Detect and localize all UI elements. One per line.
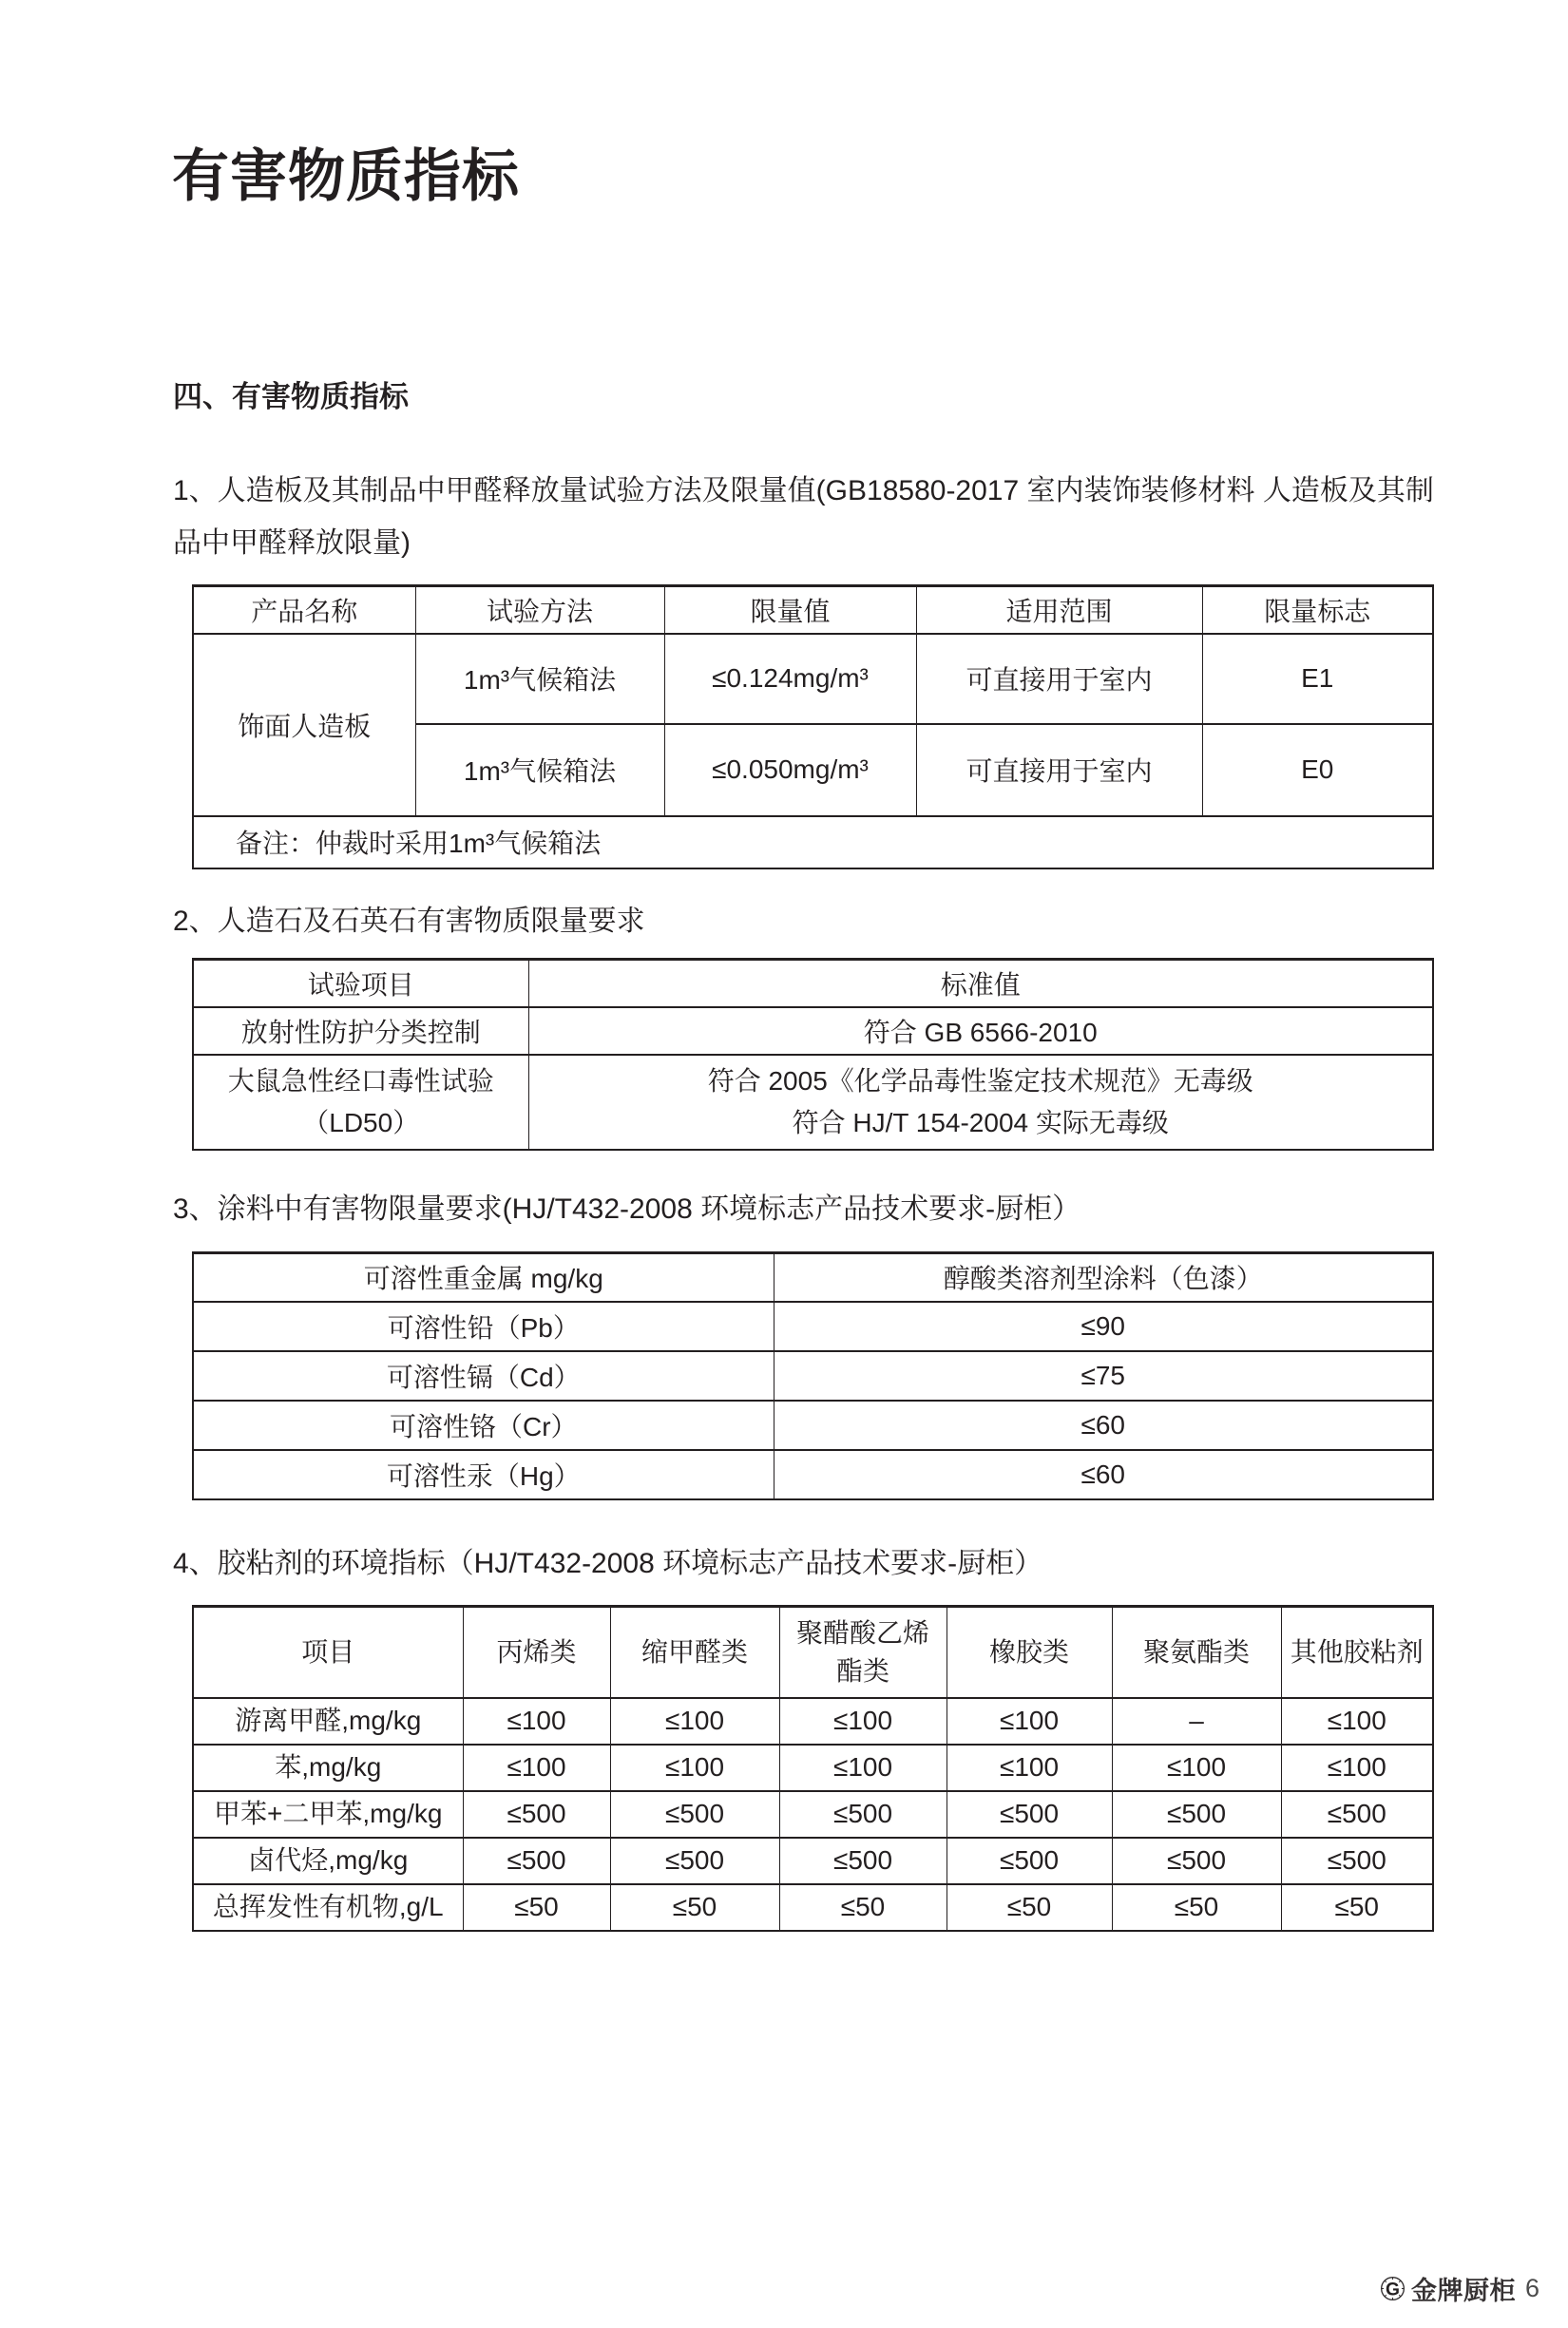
cell-value: ≤500 bbox=[463, 1838, 610, 1884]
cell-limit: ≤0.050mg/m³ bbox=[664, 724, 916, 816]
cell-value: ≤500 bbox=[463, 1791, 610, 1838]
cell-mark: E0 bbox=[1202, 724, 1433, 816]
subsection-heading-3: 3、涂料中有害物限量要求(HJ/T432-2008 环境标志产品技术要求-厨柜） bbox=[173, 1193, 1081, 1225]
cell-line: 符合 2005《化学品毒性鉴定技术规范》无毒级 bbox=[707, 1065, 1253, 1096]
cell-value: – bbox=[1112, 1698, 1281, 1745]
table-note: 备注：仲裁时采用1m³气候箱法 bbox=[193, 816, 1433, 868]
column-header-mark: 限量标志 bbox=[1202, 586, 1433, 634]
subsection-heading-1: 1、人造板及其制品中甲醛释放量试验方法及限量值(GB18580-2017 室内装饰装修材料 人造板及其制品中甲醛释放限量) bbox=[173, 475, 1434, 559]
table-row bbox=[193, 1351, 1433, 1401]
cell-line: 大鼠急性经口毒性试验 bbox=[227, 1065, 494, 1096]
cell-item: 甲苯+二甲苯,mg/kg bbox=[193, 1791, 463, 1838]
cell-metal: 可溶性铅（Pb） bbox=[193, 1302, 774, 1351]
cell-method: 1m³气候箱法 bbox=[415, 724, 664, 816]
cell-value: ≤50 bbox=[463, 1884, 610, 1931]
cell-limit: ≤90 bbox=[774, 1302, 1433, 1351]
table-row bbox=[193, 1302, 1433, 1351]
column-header-method: 试验方法 bbox=[415, 586, 664, 634]
cell-scope: 可直接用于室内 bbox=[916, 724, 1202, 816]
cell-test-item bbox=[193, 1055, 528, 1150]
brand-name: 金牌厨柜 bbox=[1411, 2277, 1516, 2305]
cell-item: 苯,mg/kg bbox=[193, 1745, 463, 1791]
subsection-heading-4: 4、胶粘剂的环境指标（HJ/T432-2008 环境标志产品技术要求-厨柜） bbox=[173, 1548, 1043, 1579]
cell-value: ≤100 bbox=[1281, 1698, 1433, 1745]
column-header-item: 项目 bbox=[193, 1607, 463, 1698]
table-row bbox=[193, 1791, 1433, 1838]
cell-line: 符合 HJ/T 154-2004 实际无毒级 bbox=[792, 1107, 1169, 1137]
table-row bbox=[193, 1884, 1433, 1931]
cell-value: ≤500 bbox=[610, 1838, 779, 1884]
table-row bbox=[193, 1007, 1433, 1055]
cell-value: ≤500 bbox=[779, 1791, 947, 1838]
cell-value: ≤500 bbox=[610, 1791, 779, 1838]
cell-value: ≤100 bbox=[610, 1698, 779, 1745]
cell-standard-value bbox=[528, 1055, 1433, 1150]
cell-value: ≤500 bbox=[1281, 1838, 1433, 1884]
cell-value: ≤50 bbox=[1112, 1884, 1281, 1931]
cell-value: ≤100 bbox=[779, 1745, 947, 1791]
cell-value: ≤100 bbox=[1112, 1745, 1281, 1791]
column-header-scope: 适用范围 bbox=[916, 586, 1202, 634]
table-row bbox=[193, 1745, 1433, 1791]
cell-value: ≤50 bbox=[1281, 1884, 1433, 1931]
cell-value: ≤100 bbox=[1281, 1745, 1433, 1791]
table-header-row bbox=[193, 960, 1433, 1007]
cell-test-item: 放射性防护分类控制 bbox=[193, 1007, 528, 1055]
column-header-test-item: 试验项目 bbox=[193, 960, 528, 1007]
column-header-acrylic: 丙烯类 bbox=[463, 1607, 610, 1698]
column-header-standard-value: 标准值 bbox=[528, 960, 1433, 1007]
cell-item: 总挥发性有机物,g/L bbox=[193, 1884, 463, 1931]
brand-logo-letter: G bbox=[1386, 2280, 1400, 2300]
cell-metal: 可溶性镉（Cd） bbox=[193, 1351, 774, 1401]
table-row bbox=[193, 1401, 1433, 1450]
section-heading-4: 四、有害物质指标 bbox=[173, 380, 409, 413]
cell-value: ≤500 bbox=[947, 1838, 1112, 1884]
table-note-row bbox=[193, 816, 1433, 868]
table-header-row bbox=[193, 586, 1433, 634]
cell-mark: E1 bbox=[1202, 634, 1433, 724]
page-title: 有害物质指标 bbox=[172, 144, 520, 208]
table-row bbox=[193, 1450, 1433, 1499]
column-header-polyurethane: 聚氨酯类 bbox=[1112, 1607, 1281, 1698]
table-row bbox=[193, 634, 1433, 724]
table-row bbox=[193, 1838, 1433, 1884]
cell-value: ≤50 bbox=[779, 1884, 947, 1931]
subsection-heading-2: 2、人造石及石英石有害物质限量要求 bbox=[173, 906, 645, 937]
cell-standard-value: 符合 GB 6566-2010 bbox=[528, 1007, 1433, 1055]
cell-value: ≤100 bbox=[947, 1698, 1112, 1745]
column-header-pva: 聚醋酸乙烯酯类 bbox=[779, 1607, 947, 1698]
cell-value: ≤500 bbox=[779, 1838, 947, 1884]
cell-value: ≤50 bbox=[610, 1884, 779, 1931]
column-header-rubber: 橡胶类 bbox=[947, 1607, 1112, 1698]
formaldehyde-limits-table bbox=[192, 584, 1434, 869]
table-header-row bbox=[193, 1607, 1433, 1698]
cell-limit: ≤75 bbox=[774, 1351, 1433, 1401]
page-footer bbox=[1380, 2270, 1539, 2307]
cell-metal: 可溶性汞（Hg） bbox=[193, 1450, 774, 1499]
cell-line: （LD50） bbox=[302, 1107, 420, 1137]
cell-value: ≤100 bbox=[463, 1698, 610, 1745]
cell-value: ≤500 bbox=[1112, 1791, 1281, 1838]
cell-limit: ≤60 bbox=[774, 1450, 1433, 1499]
column-header-product: 产品名称 bbox=[193, 586, 415, 634]
column-header-metal: 可溶性重金属 mg/kg bbox=[193, 1253, 774, 1302]
stone-limits-table bbox=[192, 958, 1434, 1151]
cell-value: ≤500 bbox=[947, 1791, 1112, 1838]
column-header-paint-type: 醇酸类溶剂型涂料（色漆） bbox=[774, 1253, 1433, 1302]
cell-value: ≤50 bbox=[947, 1884, 1112, 1931]
cell-product-name: 饰面人造板 bbox=[193, 634, 415, 816]
cell-value: ≤500 bbox=[1281, 1791, 1433, 1838]
adhesive-limits-table bbox=[192, 1605, 1434, 1932]
cell-method: 1m³气候箱法 bbox=[415, 634, 664, 724]
cell-value: ≤100 bbox=[779, 1698, 947, 1745]
cell-scope: 可直接用于室内 bbox=[916, 634, 1202, 724]
cell-item: 游离甲醛,mg/kg bbox=[193, 1698, 463, 1745]
table-row bbox=[193, 1698, 1433, 1745]
coating-limits-table bbox=[192, 1251, 1434, 1500]
column-header-limit: 限量值 bbox=[664, 586, 916, 634]
cell-metal: 可溶性铬（Cr） bbox=[193, 1401, 774, 1450]
cell-item: 卤代烃,mg/kg bbox=[193, 1838, 463, 1884]
column-header-formal: 缩甲醛类 bbox=[610, 1607, 779, 1698]
cell-value: ≤500 bbox=[1112, 1838, 1281, 1884]
cell-limit: ≤0.124mg/m³ bbox=[664, 634, 916, 724]
brand-logo-icon bbox=[1380, 2276, 1405, 2301]
table-header-row bbox=[193, 1253, 1433, 1302]
column-header-other: 其他胶粘剂 bbox=[1281, 1607, 1433, 1698]
cell-value: ≤100 bbox=[610, 1745, 779, 1791]
page-number: 6 bbox=[1525, 2274, 1540, 2302]
cell-limit: ≤60 bbox=[774, 1401, 1433, 1450]
table-row bbox=[193, 1055, 1433, 1150]
cell-value: ≤100 bbox=[463, 1745, 610, 1791]
cell-value: ≤100 bbox=[947, 1745, 1112, 1791]
